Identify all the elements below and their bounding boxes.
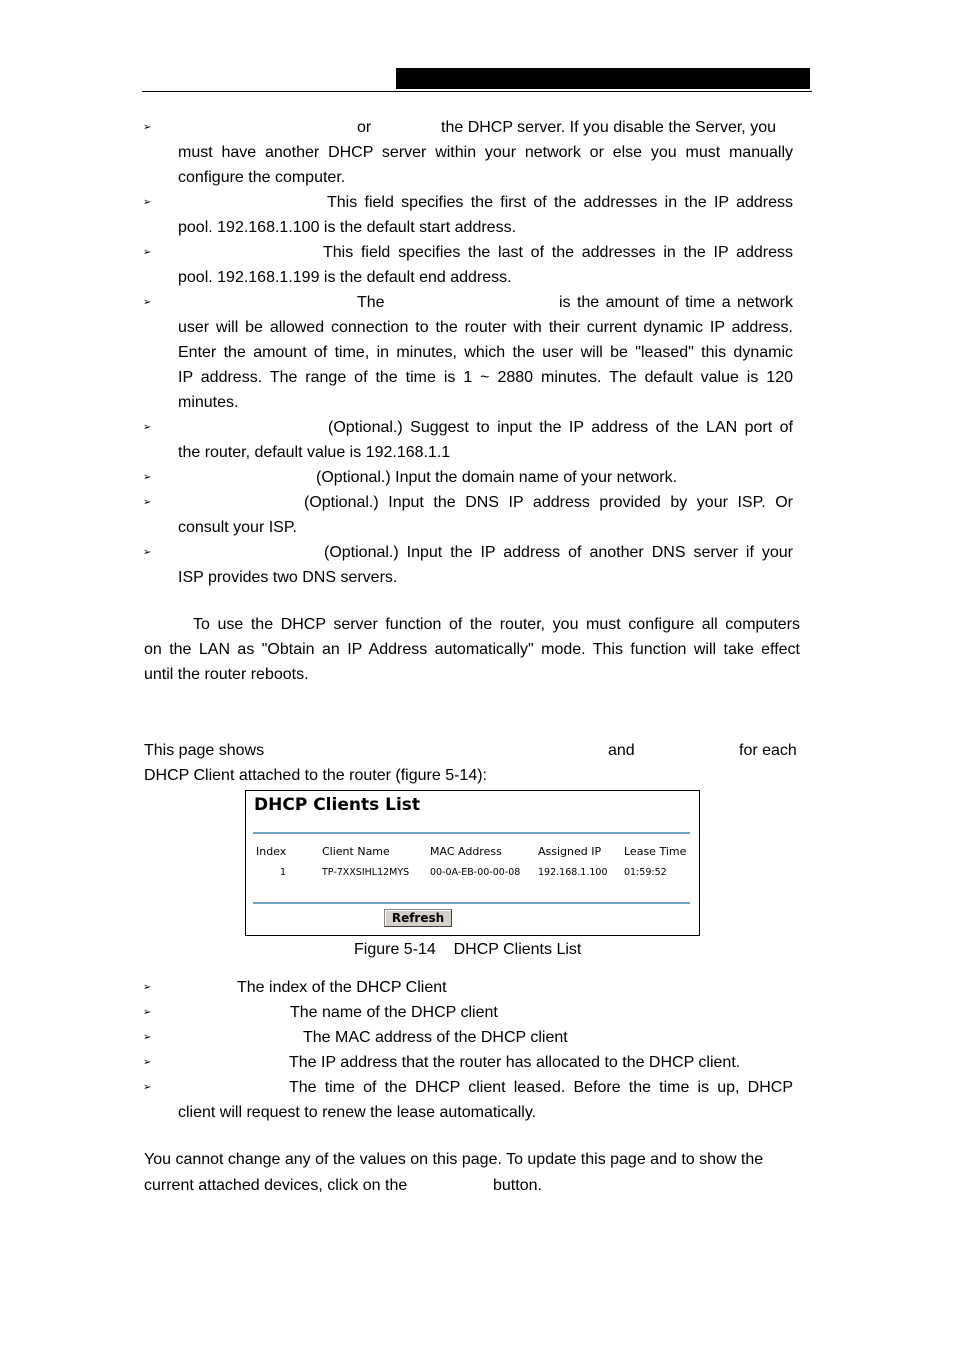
- dhcp-clients-panel: [245, 790, 700, 936]
- figure-caption: Figure 5-14 DHCP Clients List: [354, 941, 582, 958]
- panel-divider: [253, 902, 690, 904]
- note-text: To use the DHCP server function of the router, you must configure all computers: [193, 616, 800, 633]
- refresh-button[interactable]: Refresh: [384, 909, 452, 927]
- note-text: on the LAN as "Obtain an IP Address automatically" mode. This function will take effect: [144, 641, 800, 658]
- bullet-icon: ➢: [143, 247, 152, 258]
- cell-index: 1: [280, 867, 287, 878]
- intro-text: for each: [739, 742, 797, 759]
- text-line: the router, default value is 192.168.1.1: [178, 444, 451, 461]
- header-bar: [396, 68, 810, 89]
- intro-text: and: [608, 742, 635, 759]
- bullet-icon: ➢: [143, 1082, 152, 1093]
- bullet-icon: ➢: [143, 122, 152, 133]
- panel-title: DHCP Clients List: [254, 795, 421, 815]
- text-line: the DHCP server. If you disable the Server, you: [441, 119, 776, 136]
- text-line: Enter the amount of time, in minutes, which the user will be "leased" this dynamic: [178, 344, 793, 361]
- bullet-icon: ➢: [143, 297, 152, 308]
- column-header-client-name: Client Name: [322, 845, 390, 858]
- text-line: The: [357, 294, 385, 311]
- text-line: pool. 192.168.1.100 is the default start address.: [178, 219, 517, 236]
- text-line: or: [357, 119, 372, 136]
- text-line: user will be allowed connection to the router with their current dynamic IP address.: [178, 319, 793, 336]
- text-line: (Optional.) Input the IP address of another DNS server if your: [324, 544, 793, 561]
- text-line: IP address. The range of the time is 1 ~ 2880 minutes. The default value is 120: [178, 369, 793, 386]
- text-line: button.: [493, 1177, 542, 1194]
- text-line: The index of the DHCP Client: [237, 979, 447, 996]
- header-rule: [142, 91, 812, 92]
- text-line: must have another DHCP server within your network or else you must manually: [178, 144, 793, 161]
- text-line: ISP provides two DNS servers.: [178, 569, 398, 586]
- bullet-icon: ➢: [143, 1032, 152, 1043]
- bullet-icon: ➢: [143, 1007, 152, 1018]
- column-header-assigned-ip: Assigned IP: [538, 845, 602, 858]
- text-line: The name of the DHCP client: [290, 1004, 498, 1021]
- note-text: until the router reboots.: [144, 666, 309, 683]
- cell-assigned-ip: 192.168.1.100: [538, 867, 608, 878]
- cell-client-name: TP-7XXSIHL12MYS: [322, 867, 410, 878]
- text-line: This field specifies the first of the addresses in the IP address: [327, 194, 793, 211]
- column-header-mac-address: MAC Address: [430, 845, 502, 858]
- text-line: configure the computer.: [178, 169, 346, 186]
- text-line: The IP address that the router has allocated to the DHCP client.: [289, 1054, 741, 1071]
- cell-lease-time: 01:59:52: [624, 867, 667, 878]
- bullet-icon: ➢: [143, 422, 152, 433]
- column-header-index: Index: [256, 845, 287, 858]
- bullet-icon: ➢: [143, 197, 152, 208]
- text-line: This field specifies the last of the addresses in the IP address: [323, 244, 793, 261]
- bullet-icon: ➢: [143, 472, 152, 483]
- intro-text: This page shows: [144, 742, 265, 759]
- bullet-icon: ➢: [143, 547, 152, 558]
- panel-divider: [253, 832, 690, 834]
- bullet-icon: ➢: [143, 982, 152, 993]
- text-line: You cannot change any of the values on this page. To update this page and to show the: [144, 1151, 764, 1168]
- text-line: minutes.: [178, 394, 239, 411]
- text-line: The MAC address of the DHCP client: [303, 1029, 568, 1046]
- bullet-icon: ➢: [143, 497, 152, 508]
- cell-mac-address: 00-0A-EB-00-00-08: [430, 867, 521, 878]
- text-line: consult your ISP.: [178, 519, 297, 536]
- text-line: current attached devices, click on the: [144, 1177, 408, 1194]
- text-line: client will request to renew the lease automatically.: [178, 1104, 537, 1121]
- intro-text: DHCP Client attached to the router (figure 5-14):: [144, 767, 487, 784]
- bullet-icon: ➢: [143, 1057, 152, 1068]
- text-line: The time of the DHCP client leased. Before the time is up, DHCP: [289, 1079, 793, 1096]
- text-line: (Optional.) Suggest to input the IP address of the LAN port of: [328, 419, 793, 436]
- column-header-lease-time: Lease Time: [624, 845, 687, 858]
- text-line: (Optional.) Input the domain name of your network.: [316, 469, 678, 486]
- text-line: (Optional.) Input the DNS IP address provided by your ISP. Or: [304, 494, 793, 511]
- text-line: pool. 192.168.1.199 is the default end address.: [178, 269, 512, 286]
- text-line: is the amount of time a network: [559, 294, 793, 311]
